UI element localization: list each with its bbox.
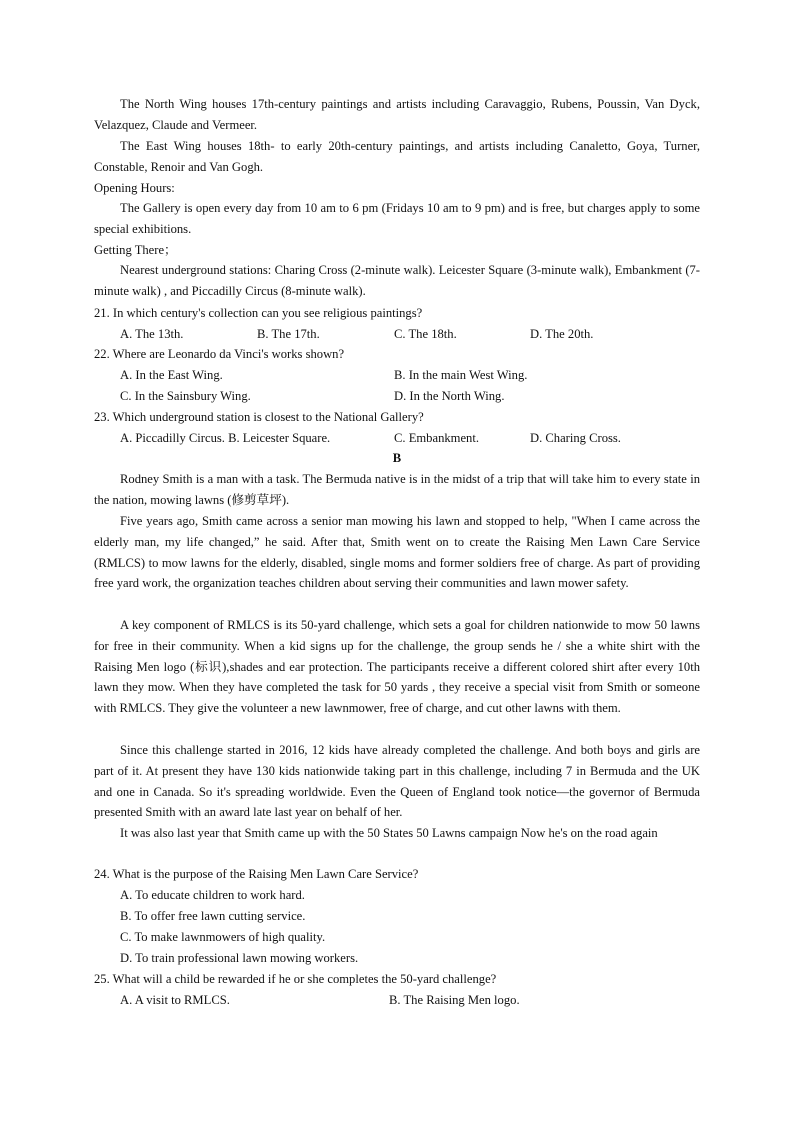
question-24-option-c: C. To make lawnmowers of high quality. — [120, 930, 326, 944]
section-b-label: B — [392, 451, 402, 465]
section-b-paragraph-3: A key component of RMLCS is its 50-yard challenge, which sets a goal for children nationwide to mow 50 lawns for free in their community. When a kid signs up for the challenge, the group sends he / she a white shirt with the Raising Men logo (标识),shades and ear protection. The participants receive a different colored shirt after every 10th lawn they mow. When they have completed the task for 50 yards , they receive a special visit from Smith or someone with RMLCS. They give the volunteer a new lawnmower, free of charge, and cut other lawns with them. — [94, 618, 700, 716]
question-22-option-a: A. In the East Wing. — [120, 368, 223, 382]
question-21-option-a: A. The 13th. — [120, 327, 184, 341]
question-24-option-a: A. To educate children to work hard. — [120, 888, 305, 902]
question-21-option-d: D. The 20th. — [530, 327, 594, 341]
question-23-option-d: D. Charing Cross. — [530, 431, 621, 445]
question-21-option-b: B. The 17th. — [257, 327, 320, 341]
question-21-stem: 21. In which century's collection can you see religious paintings? — [94, 306, 423, 320]
question-25-stem: 25. What will a child be rewarded if he or she completes the 50-yard challenge? — [94, 972, 497, 986]
getting-there-heading: Getting There； — [94, 243, 177, 257]
opening-hours-heading: Opening Hours: — [94, 181, 175, 195]
east-wing-paragraph: The East Wing houses 18th- to early 20th-century paintings, and artists including Canaletto, Goya, Turner, Constable, Renoir and Van Gogh. — [94, 139, 700, 174]
section-b-paragraph-4: Since this challenge started in 2016, 12 kids have already completed the challenge. And both boys and girls are part of it. At present they have 130 kids nationwide taking part in this challenge, including 7 in Bermuda and the UK and one in Canada. So it's spreading worldwide. Even the Queen of England took notice—the governor of Bermuda presented Smith with an award late last year on behalf of her. — [94, 743, 700, 820]
getting-there-paragraph: Nearest underground stations: Charing Cross (2-minute walk). Leicester Square (3-minute walk), Embankment (7-minute walk) , and Piccadilly Circus (8-minute walk). — [94, 263, 700, 298]
question-24-option-d: D. To train professional lawn mowing workers. — [120, 951, 359, 965]
question-23-stem: 23. Which underground station is closest to the National Gallery? — [94, 410, 424, 424]
section-b-paragraph-5: It was also last year that Smith came up with the 50 States 50 Lawns campaign Now he's on the road again — [120, 826, 658, 840]
question-23-options-ab: A. Piccadilly Circus. B. Leicester Square. — [120, 431, 331, 445]
question-22-option-c: C. In the Sainsbury Wing. — [120, 389, 251, 403]
section-b-paragraph-1: Rodney Smith is a man with a task. The Bermuda native is in the midst of a trip that will take him to every state in the nation, mowing lawns (修剪草坪). — [94, 472, 700, 507]
question-25-option-a: A. A visit to RMLCS. — [120, 993, 230, 1007]
question-22-stem: 22. Where are Leonardo da Vinci's works shown? — [94, 347, 345, 361]
question-23-option-c: C. Embankment. — [394, 431, 479, 445]
opening-hours-paragraph: The Gallery is open every day from 10 am to 6 pm (Fridays 10 am to 9 pm) and is free, but charges apply to some special exhibitions. — [94, 201, 700, 236]
question-24-option-b: B. To offer free lawn cutting service. — [120, 909, 306, 923]
north-wing-paragraph: The North Wing houses 17th-century paintings and artists including Caravaggio, Rubens, Poussin, Van Dyck, Velazquez, Claude and Vermeer. — [94, 97, 700, 132]
question-24-stem: 24. What is the purpose of the Raising Men Lawn Care Service? — [94, 867, 419, 881]
question-21-option-c: C. The 18th. — [394, 327, 457, 341]
section-b-paragraph-2: Five years ago, Smith came across a senior man mowing his lawn and stopped to help, "When I came across the elderly man, my life changed,” he said. After that, Smith went on to create the Raising Men Lawn Care Service (RMLCS) to mow lawns for the elderly, disabled, single moms and former soldiers free of charge. As part of providing free yard work, the organization teaches children about serving their communities and lawn mower safety. — [94, 514, 700, 591]
question-25-option-b: B. The Raising Men logo. — [389, 993, 520, 1007]
question-22-option-d: D. In the North Wing. — [394, 389, 505, 403]
question-22-option-b: B. In the main West Wing. — [394, 368, 528, 382]
